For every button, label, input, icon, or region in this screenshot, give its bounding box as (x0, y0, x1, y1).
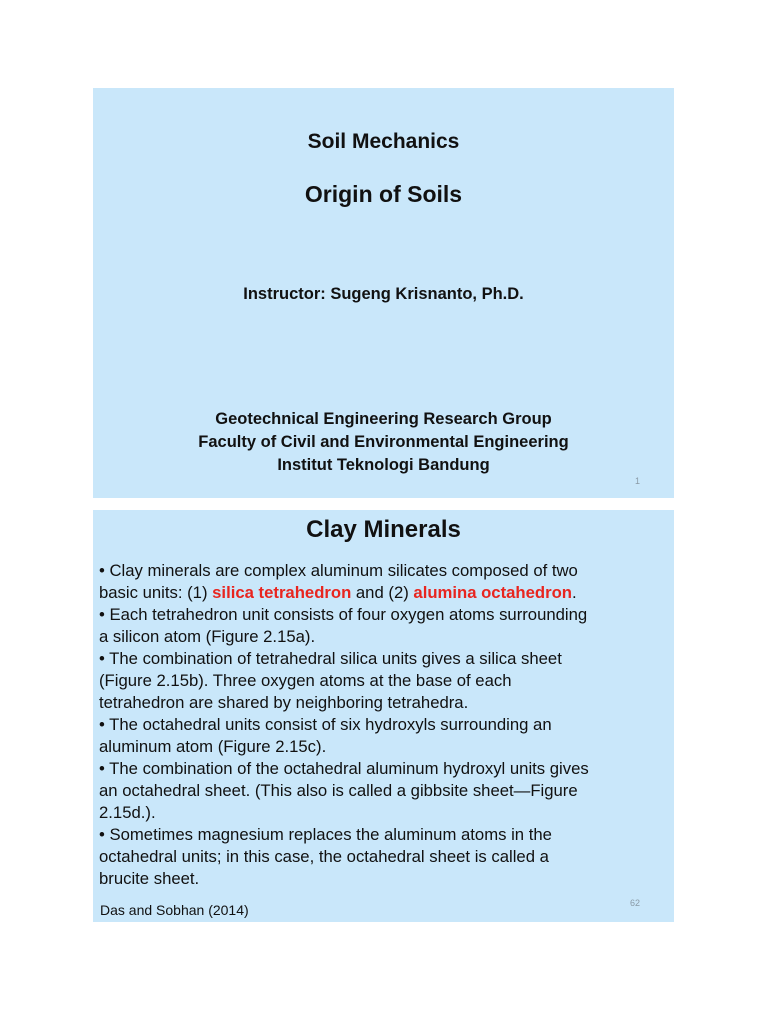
list-item (99, 582, 673, 604)
affiliation-block (93, 408, 674, 477)
affiliation-line: Geotechnical Engineering Research Group (215, 410, 552, 428)
highlight-term: alumina octahedron (413, 583, 572, 602)
list-text: . (571, 583, 577, 602)
page-number: 1 (634, 476, 640, 486)
list-item: (Figure 2.15b). Three oxygen atoms at the base of each (99, 671, 512, 690)
list-item: 2.15d.). (99, 803, 156, 822)
affiliation-line: Institut Teknologi Bandung (277, 456, 490, 474)
title-slide (93, 88, 674, 498)
list-item: • Each tetrahedron unit consists of four oxygen atoms surrounding (99, 605, 588, 624)
list-item: brucite sheet. (99, 869, 200, 888)
list-item: • The octahedral units consist of six hydroxyls surrounding an (99, 715, 552, 734)
slide-title: Clay Minerals (306, 516, 461, 543)
course-title: Soil Mechanics (307, 130, 460, 153)
list-item: a silicon atom (Figure 2.15a). (99, 627, 316, 646)
instructor-line: Instructor: Sugeng Krisnanto, Ph.D. (243, 285, 524, 303)
list-item: an octahedral sheet. (This also is called a gibbsite sheet—Figure (99, 781, 578, 800)
topic-title: Origin of Soils (304, 181, 463, 207)
page-number: 62 (629, 898, 640, 908)
source-citation: Das and Sobhan (2014) (100, 902, 249, 918)
list-text: basic units: (1) (99, 583, 213, 602)
list-item: • The combination of the octahedral aluminum hydroxyl units gives (99, 759, 589, 778)
list-item: octahedral units; in this case, the octahedral sheet is called a (99, 847, 549, 866)
highlight-term: silica tetrahedron (212, 583, 352, 602)
list-item: aluminum atom (Figure 2.15c). (99, 737, 327, 756)
bullet-list (99, 560, 673, 890)
list-text: and (2) (351, 583, 414, 602)
list-item: • The combination of tetrahedral silica units gives a silica sheet (99, 649, 562, 668)
list-item: tetrahedron are shared by neighboring tetrahedra. (99, 693, 469, 712)
list-item: • Sometimes magnesium replaces the aluminum atoms in the (99, 825, 552, 844)
affiliation-line: Faculty of Civil and Environmental Engineering (198, 433, 569, 451)
list-item: • Clay minerals are complex aluminum silicates composed of two (99, 561, 578, 580)
clay-minerals-slide (93, 510, 674, 922)
